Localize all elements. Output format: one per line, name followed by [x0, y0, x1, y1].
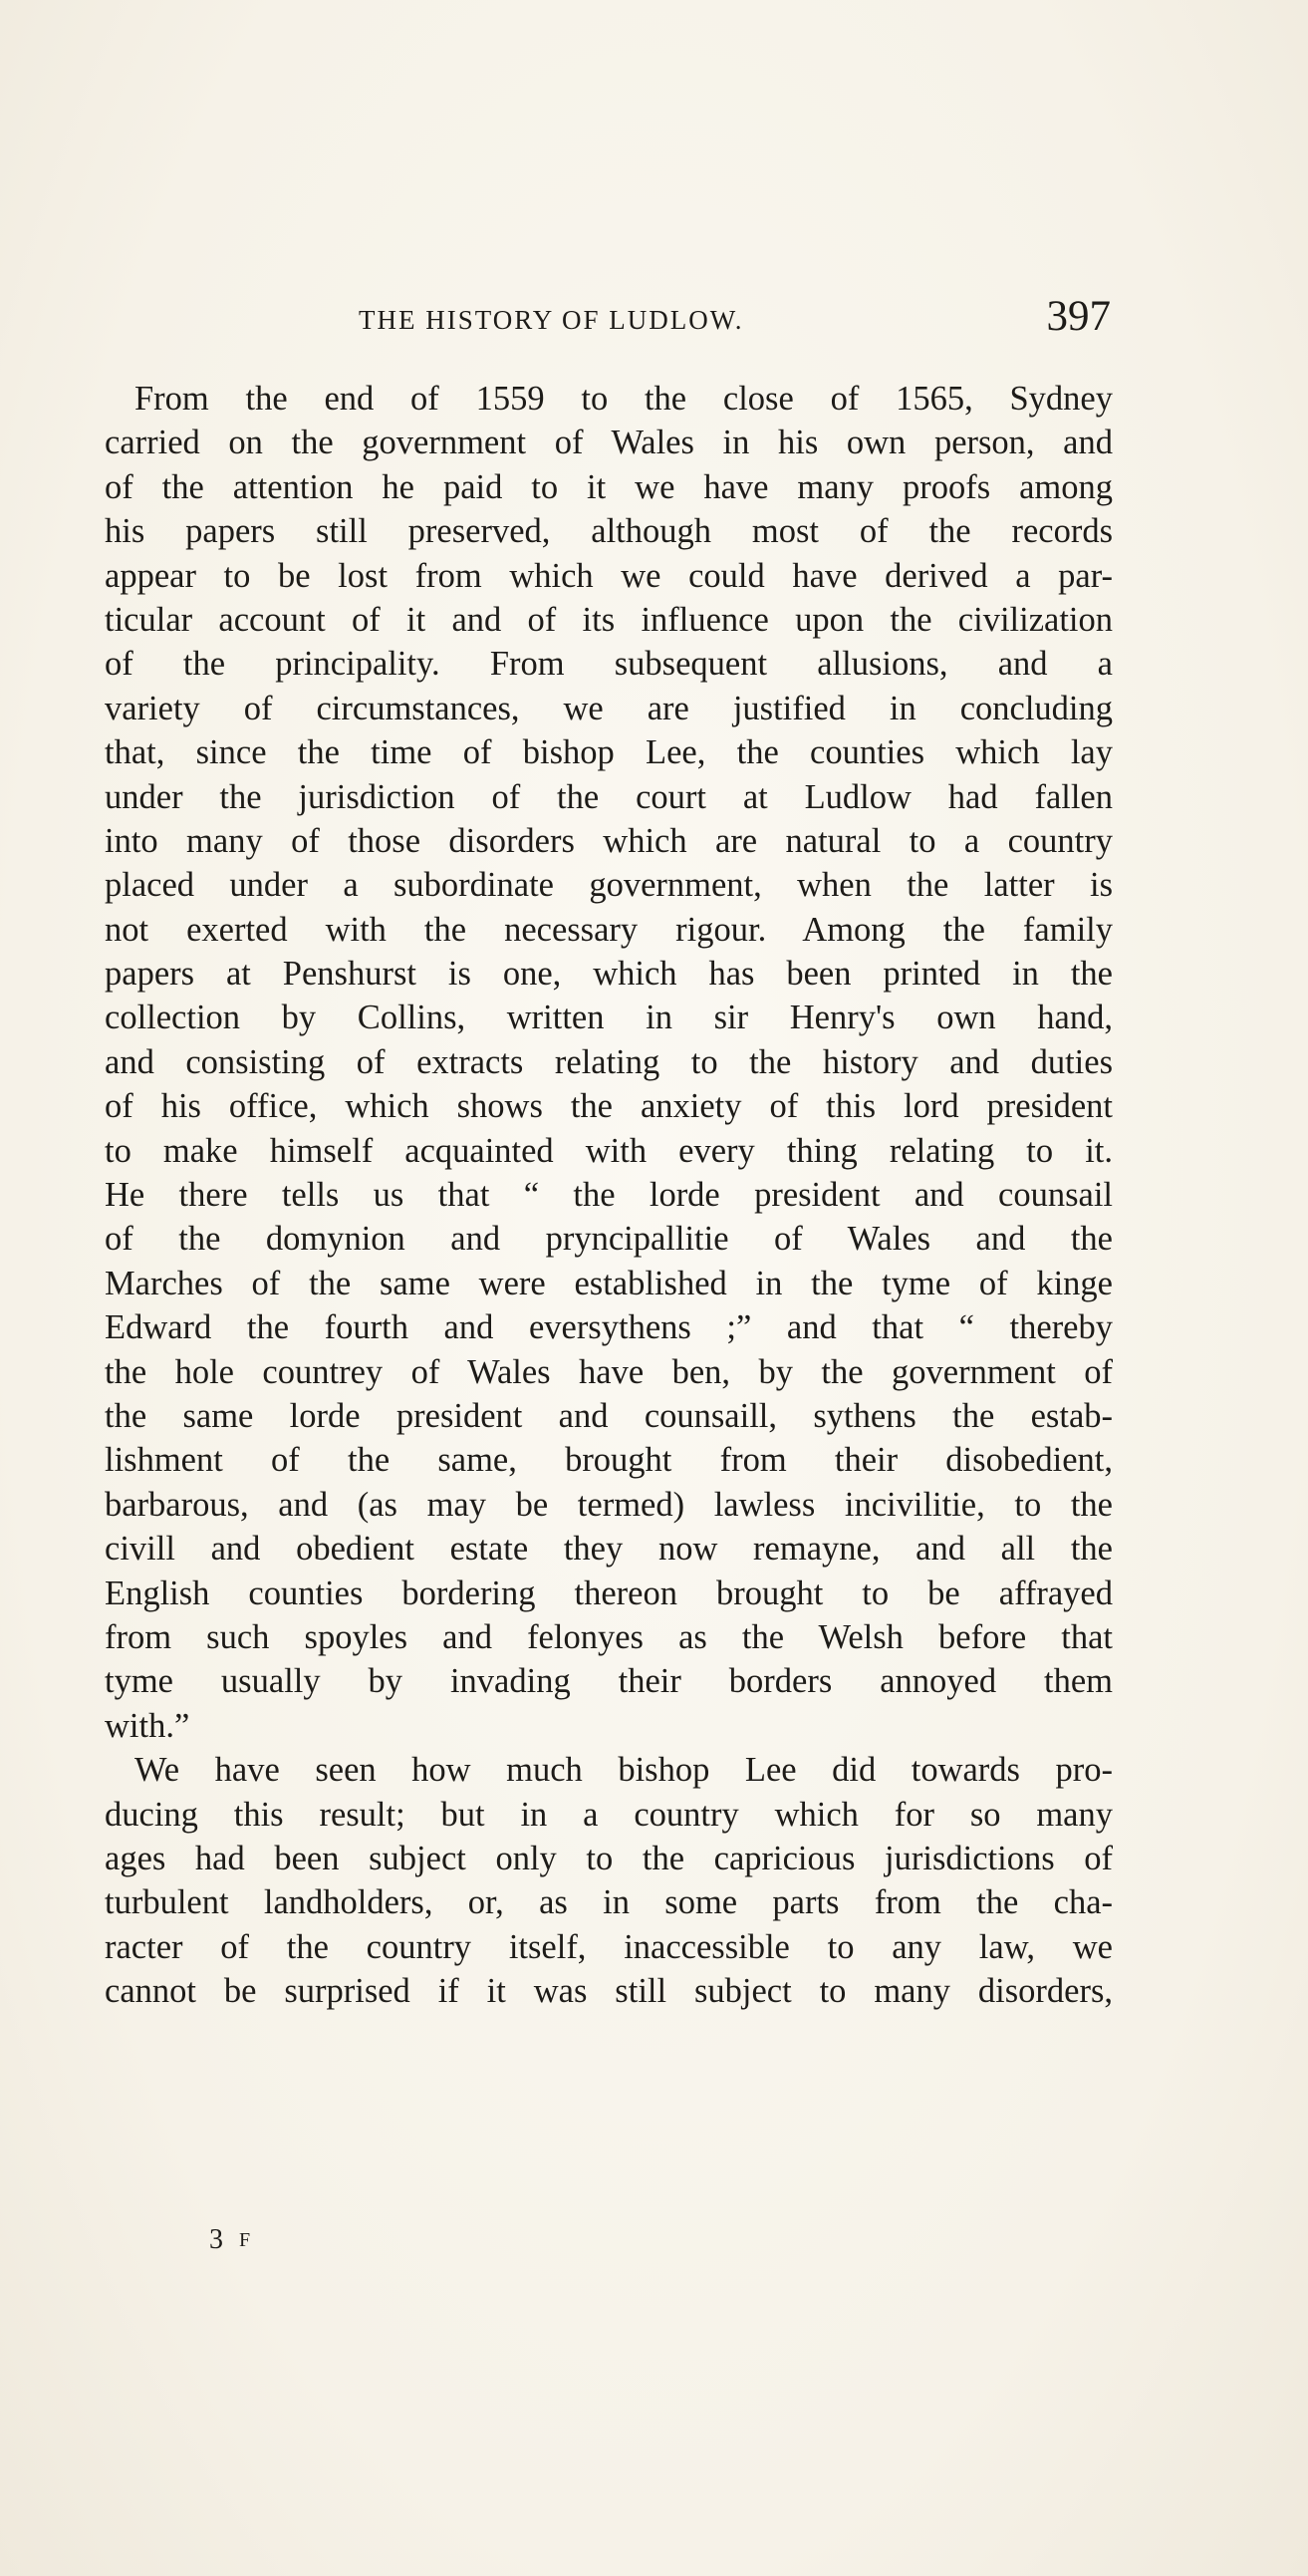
text-line: that, since the time of bishop Lee, the counties which lay [105, 733, 1113, 772]
text-line: into many of those disorders which are natural to a country [105, 821, 1113, 860]
text-line: of the principality. From subsequent allusions, and a [105, 645, 1113, 684]
text-line: He there tells us that “ the lorde president and counsail [105, 1176, 1113, 1215]
page-header [105, 295, 1111, 355]
text-line: collection by Collins, written in sir Henry's own hand, [105, 999, 1113, 1037]
text-line: placed under a subordinate government, when the latter is [105, 866, 1113, 905]
text-line: from such spoyles and felonyes as the Welsh before that [105, 1617, 1113, 1656]
body-text [105, 377, 1113, 2013]
text-line: the same lorde president and counsaill, sythens the estab- [105, 1396, 1113, 1435]
signature-mark [209, 2224, 250, 2256]
text-line: his papers still preserved, although most of the records [105, 512, 1113, 551]
text-line: to make himself acquainted with every thing relating to it. [105, 1131, 1113, 1170]
text-line: We have seen how much bishop Lee did towards pro- [134, 1751, 1113, 1790]
text-line: English counties bordering thereon brought to be affrayed [105, 1574, 1113, 1612]
signature-letter: F [239, 2229, 251, 2251]
text-line: Marches of the same were established in the tyme of kinge [105, 1264, 1113, 1302]
running-title: THE HISTORY OF LUDLOW. [359, 305, 744, 335]
text-line: Edward the fourth and eversythens ;” and that “ thereby [105, 1308, 1113, 1347]
text-line: appear to be lost from which we could have derived a par- [105, 556, 1113, 595]
text-line: barbarous, and (as may be termed) lawless incivilitie, to the [105, 1485, 1113, 1524]
text-line: lishment of the same, brought from their disobedient, [105, 1441, 1113, 1480]
text-line: and consisting of extracts relating to the history and duties [105, 1042, 1113, 1081]
text-line: racter of the country itself, inaccessible to any law, we [105, 1927, 1113, 1966]
text-line: the hole countrey of Wales have ben, by the government of [105, 1352, 1113, 1391]
text-line: of his office, which shows the anxiety of this lord president [105, 1087, 1113, 1126]
text-line: with.” [105, 1706, 190, 1745]
text-line: papers at Penshurst is one, which has been printed in the [105, 955, 1113, 994]
text-line: of the domynion and pryncipallitie of Wales and the [105, 1220, 1113, 1259]
page-number: 397 [1046, 293, 1111, 340]
text-line: ticular account of it and of its influence upon the civilization [105, 600, 1113, 639]
signature-number: 3 [209, 2224, 239, 2255]
text-line: ducing this result; but in a country which for so many [105, 1795, 1113, 1834]
text-line: civill and obedient estate they now remayne, and all the [105, 1530, 1113, 1569]
text-line: ages had been subject only to the capricious jurisdictions of [105, 1839, 1113, 1877]
text-line: not exerted with the necessary rigour. Among the family [105, 910, 1113, 949]
text-line: of the attention he paid to it we have many proofs among [105, 467, 1113, 506]
text-line: carried on the government of Wales in his own person, and [105, 424, 1113, 462]
text-line: tyme usually by invading their borders annoyed them [105, 1662, 1113, 1701]
text-line: variety of circumstances, we are justified in concluding [105, 689, 1113, 727]
text-line: turbulent landholders, or, as in some parts from the cha- [105, 1883, 1113, 1922]
text-line: From the end of 1559 to the close of 1565, Sydney [134, 380, 1113, 418]
text-line: under the jurisdiction of the court at Ludlow had fallen [105, 777, 1113, 816]
text-line: cannot be surprised if it was still subject to many disorders, [105, 1972, 1113, 2011]
